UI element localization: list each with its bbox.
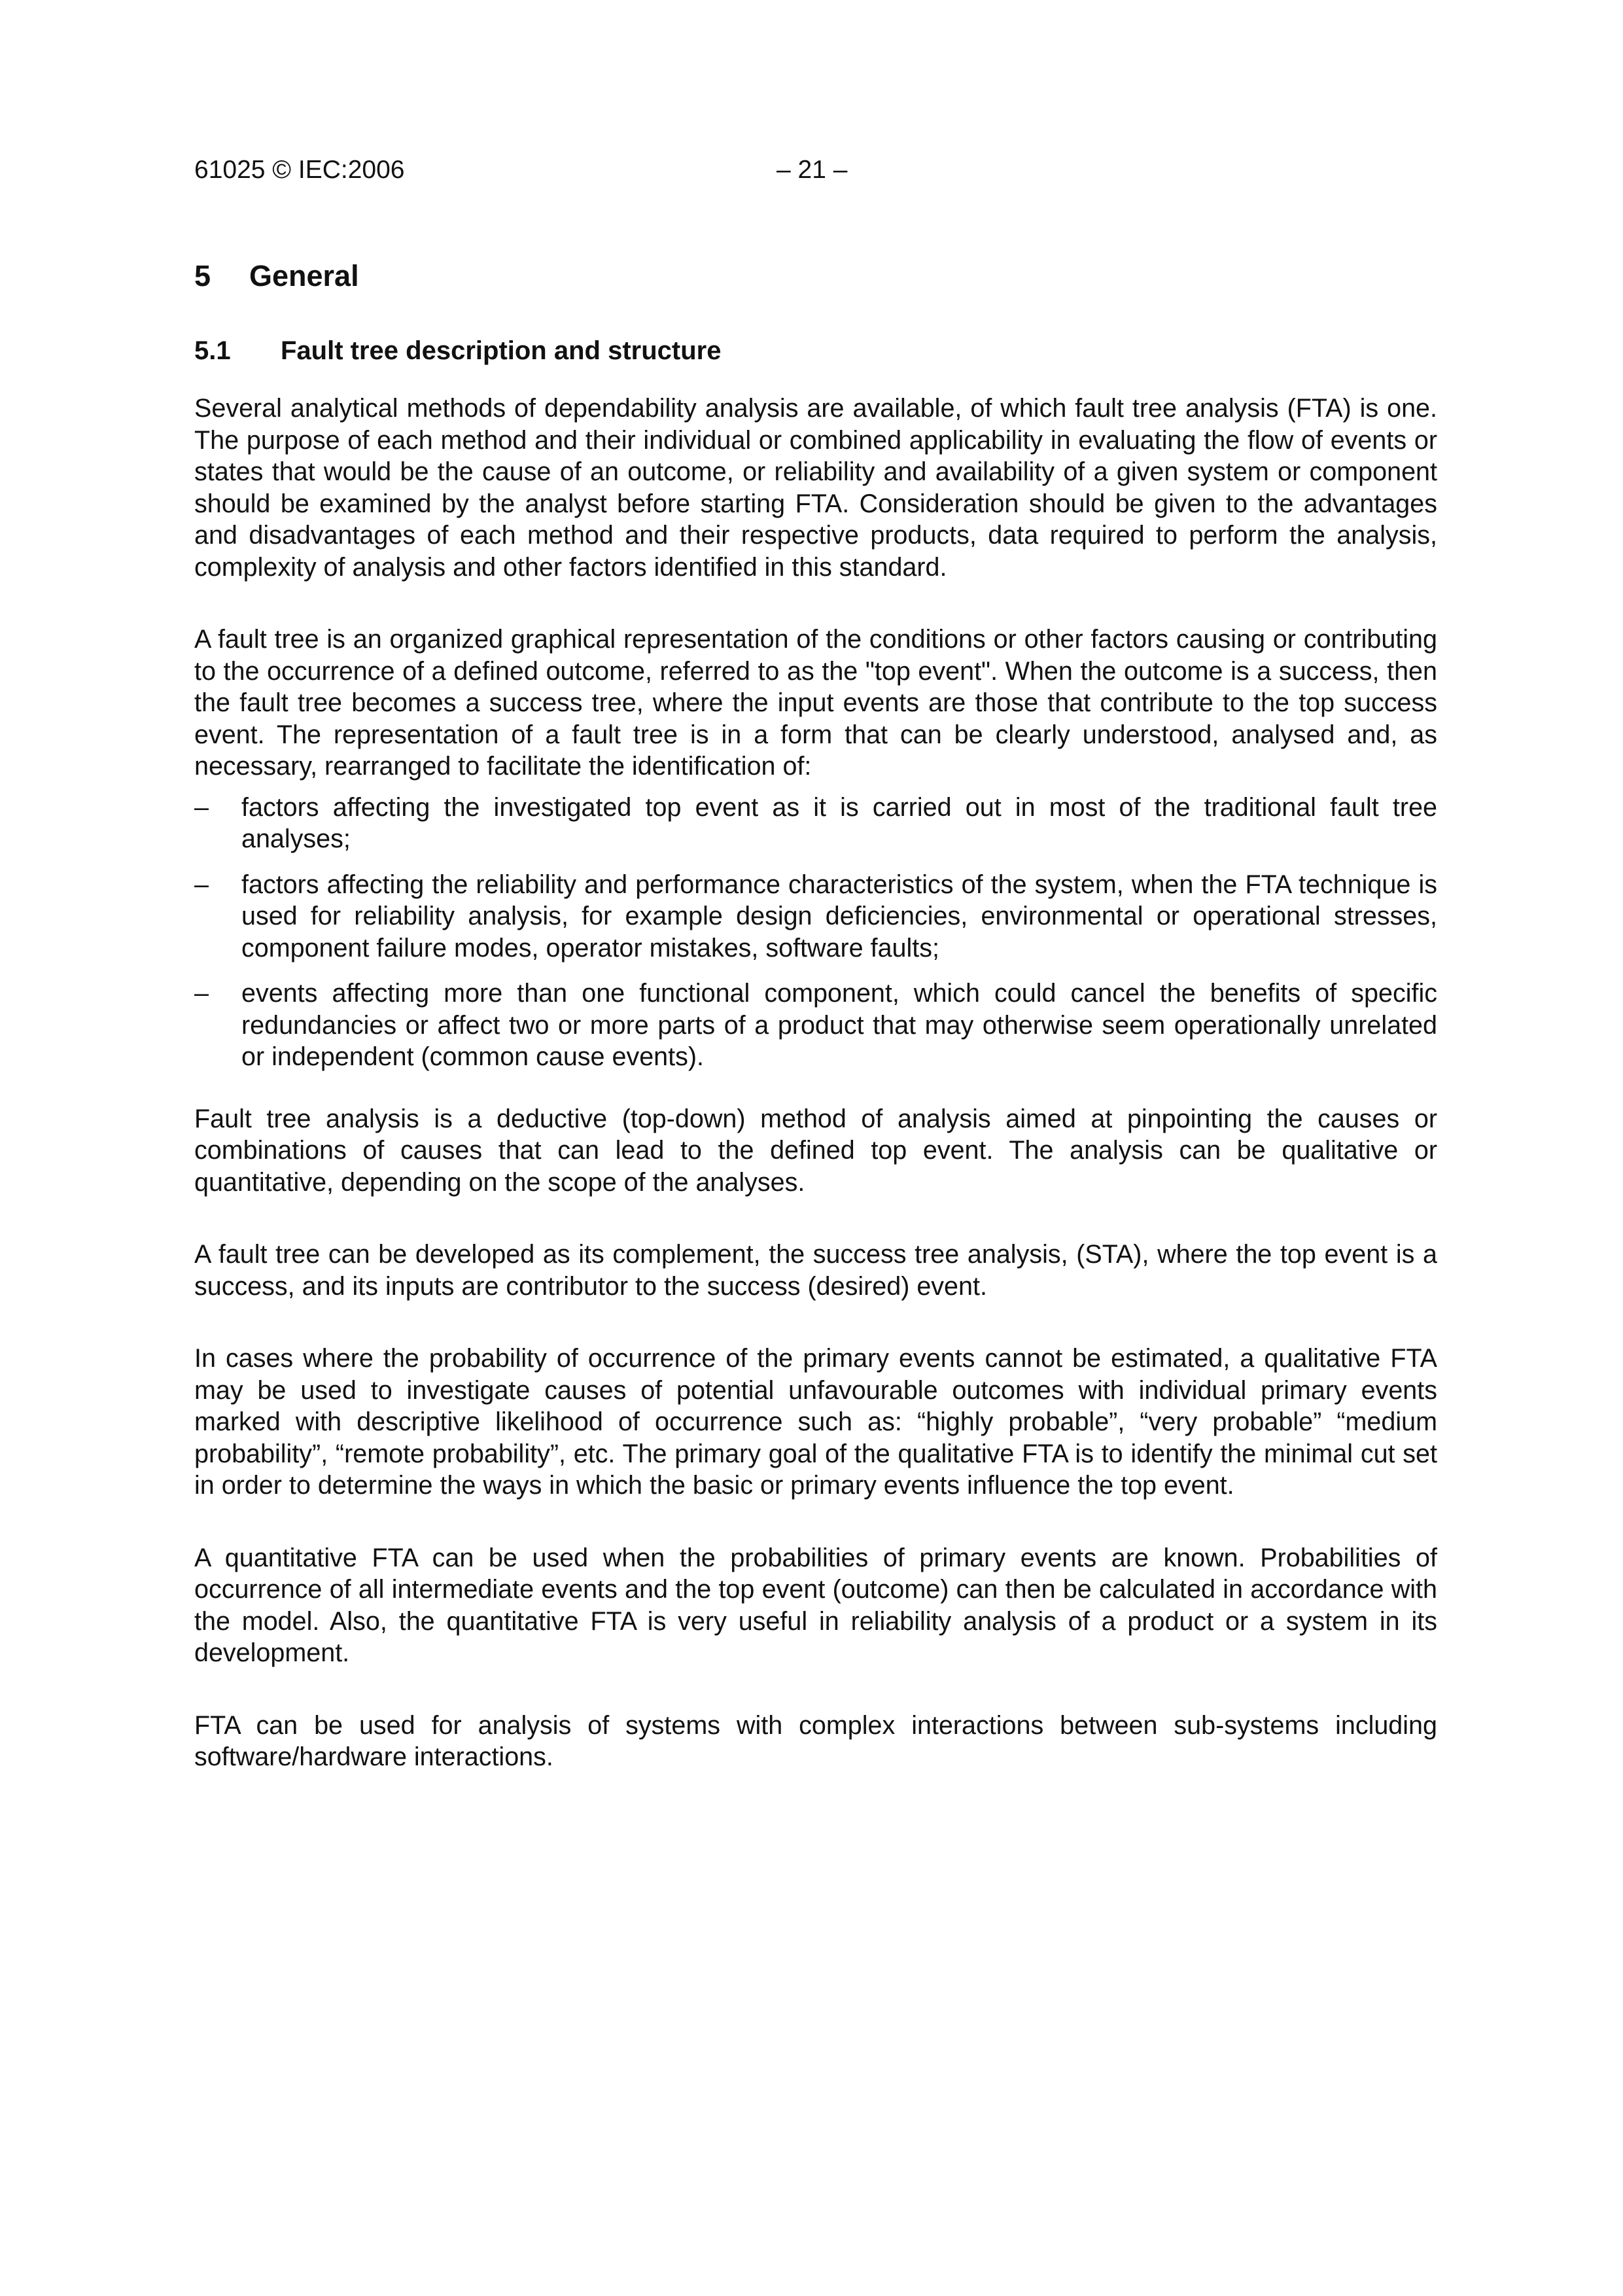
- running-header: [194, 156, 1437, 195]
- list-item-text: factors affecting the reliability and performance characteristics of the system, when the FTA technique is used for reliability analysis, for example design deficiencies, environmental or operational stresses, component failure modes, operator mistakes, software faults;: [241, 870, 1437, 963]
- section-title: General: [249, 259, 359, 292]
- section-number: 5: [194, 259, 211, 292]
- paragraph: A quantitative FTA can be used when the probabilities of primary events are known. Probabilities of occurrence of all intermediate events and the top event (outcome) can then be calculated in accordance with the model. Also, the quantitative FTA is very useful in reliability analysis of a product or a system in its development.: [194, 1543, 1437, 1667]
- subsection-number: 5.1: [194, 336, 231, 365]
- list-item-text: factors affecting the investigated top event as it is carried out in most of the traditional fault tree analyses;: [241, 792, 1437, 853]
- paragraph: Several analytical methods of dependability analysis are available, of which fault tree analysis (FTA) is one. The purpose of each method and their individual or combined applicability in evaluating the flow of events or states that would be the cause of an outcome, or reliability and availability of a given system or component should be examined by the analyst before starting FTA. Consideration should be given to the advantages and disadvantages of each method and their respective products, data required to perform the analysis, complexity of analysis and other factors identified in this standard.: [194, 394, 1437, 582]
- subsection-title: Fault tree description and structure: [281, 336, 722, 365]
- paragraph: In cases where the probability of occurrence of the primary events cannot be estimated, a qualitative FTA may be used to investigate causes of potential unfavourable outcomes with individual primary events marked with descriptive likelihood of occurrence such as: “highly probable”, “very probable” “medium probability”, “remote probability”, etc. The primary goal of the qualitative FTA is to identify the minimal cut set in order to determine the ways in which the basic or primary events influence the top event.: [194, 1344, 1437, 1500]
- section-heading: [194, 259, 359, 293]
- paragraph: A fault tree can be developed as its complement, the success tree analysis, (STA), where the top event is a success, and its inputs are contributor to the success (desired) event.: [194, 1240, 1437, 1301]
- page-number: – 21 –: [777, 156, 848, 184]
- dash-bullet: –: [194, 792, 209, 822]
- subsection-heading: [194, 336, 721, 366]
- paragraph: FTA can be used for analysis of systems with complex interactions between sub-systems including software/hardware interactions.: [194, 1710, 1437, 1771]
- dash-bullet: –: [194, 979, 209, 1008]
- list-item: [194, 869, 1437, 964]
- list-item: [194, 792, 1437, 855]
- list-item-text: events affecting more than one functional component, which could cancel the benefits of specific redundancies or affect two or more parts of a product that may otherwise seem operationally unrelated or independent (common cause events).: [241, 979, 1437, 1071]
- body-text: [194, 393, 1437, 1814]
- paragraph: Fault tree analysis is a deductive (top-down) method of analysis aimed at pinpointing the causes or combinations of causes that can lead to the defined top event. The analysis can be qualitative or quantitative, depending on the scope of the analyses.: [194, 1104, 1437, 1197]
- paragraph: A fault tree is an organized graphical representation of the conditions or other factors causing or contributing to the occurrence of a defined outcome, referred to as the "top event". When the outcome is a success, then the fault tree becomes a success tree, where the input events are those that contribute to the top success event. The representation of a fault tree is in a form that can be clearly understood, analysed and, as necessary, rearranged to facilitate the identification of:: [194, 625, 1437, 781]
- list-item: [194, 978, 1437, 1073]
- dash-list: [194, 792, 1437, 1073]
- document-id: 61025 © IEC:2006: [194, 156, 405, 184]
- dash-bullet: –: [194, 870, 209, 899]
